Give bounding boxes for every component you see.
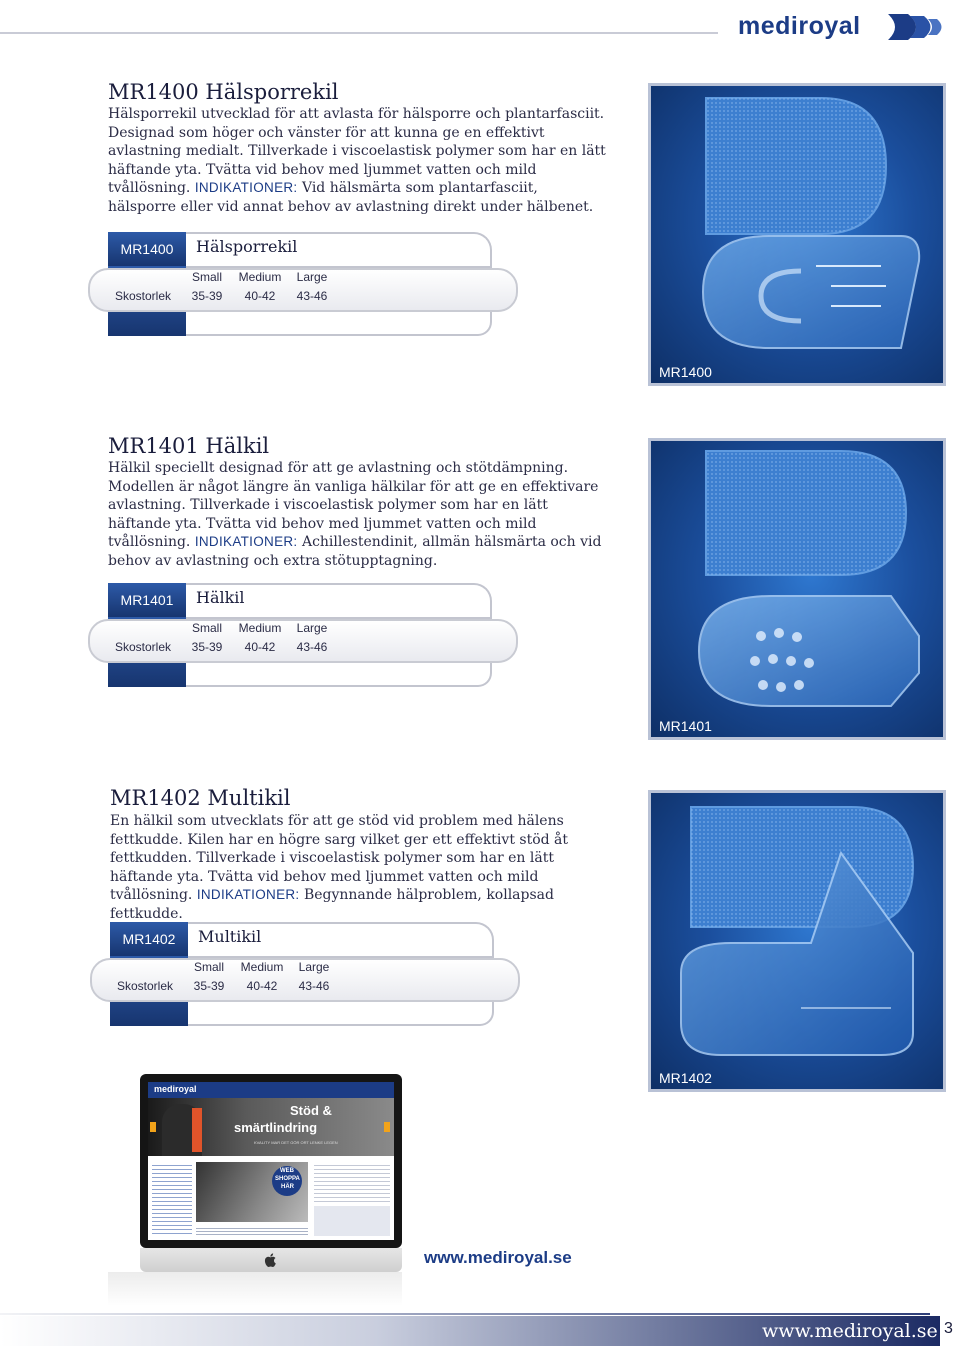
site-topbar — [148, 1082, 394, 1098]
brand-logo-text: mediroyal — [738, 12, 861, 40]
site-footer-text — [196, 1226, 308, 1236]
section-description: Hälkil speciellt designad för att ge avlastning och stötdämpning. Modellen är något längre än vanliga hälkilar för att ge en effektivare avlastning. Tillverkade i viscoelastisk polymer som har en lätt häftande yta. Tvätta vid behov med ljummet vatten och mild tvållösning. — [108, 460, 599, 551]
photo-caption: MR1402 — [659, 1070, 712, 1086]
banner-accent — [192, 1108, 202, 1152]
product-code-tab: MR1401 — [108, 583, 186, 617]
section-body-mr1401 — [108, 459, 608, 571]
size-value-large: 43-46 — [296, 289, 328, 303]
size-value-small: 35-39 — [191, 640, 223, 654]
apple-logo-icon — [263, 1252, 279, 1268]
banner-line-1: Stöd & — [290, 1103, 332, 1118]
size-header-medium: Medium — [238, 270, 282, 284]
size-header-large: Large — [296, 270, 328, 284]
webshop-badge-line-3: HÄR — [281, 1184, 294, 1190]
heel-cushion-illustration — [651, 441, 943, 737]
size-header-medium: Medium — [240, 960, 284, 974]
website-monitor — [108, 1066, 404, 1306]
page-number: 3 — [944, 1320, 953, 1337]
size-value-small: 35-39 — [193, 979, 225, 993]
product-code-tab: MR1402 — [110, 922, 188, 956]
size-table-mr1402 — [90, 922, 520, 1027]
size-header-large: Large — [298, 960, 330, 974]
footer-rule — [0, 1313, 930, 1315]
monitor-chin — [140, 1248, 402, 1272]
row-label-shoe-size: Skostorlek — [116, 979, 174, 993]
webshop-badge-line-2: SHOPPA — [275, 1176, 300, 1182]
row-label-shoe-size: Skostorlek — [114, 640, 172, 654]
product-code-tab: MR1400 — [108, 232, 186, 266]
section-title-mr1402: MR1402 Multikil — [110, 786, 291, 810]
size-value-small: 35-39 — [191, 289, 223, 303]
site-brand: mediroyal — [154, 1084, 197, 1094]
brand-swoosh-icon — [884, 10, 946, 44]
banner-line-2: smärtlindring — [234, 1120, 318, 1135]
section-description: En hälkil som utvecklats för att ge stöd vid problem med hälens fettkudde. Kilen har en högre sarg vilket ger ett effektivt stöd åt fettkudden. Tillverkade i viscoelastisk polymer som har en lätt häftande yta. Tvätta vid behov med ljummet vatten och mild tvållösning. — [110, 813, 569, 904]
section-body-mr1402 — [110, 812, 605, 924]
website-link[interactable]: www.mediroyal.se — [424, 1248, 572, 1267]
indications-label: INDIKATIONER: — [196, 887, 300, 903]
heel-cushion-illustration — [651, 86, 943, 383]
site-news-box — [314, 1206, 390, 1236]
indications-text: Achillestendinit, allmän hälsmärta och vid behov av avlastning och extra stötupptagning. — [108, 534, 602, 569]
product-photo-mr1401 — [648, 438, 946, 740]
size-header-large: Large — [296, 621, 328, 635]
banner-next-button[interactable] — [384, 1122, 390, 1132]
monitor-screen — [148, 1082, 394, 1240]
indications-label: INDIKATIONER: — [194, 180, 298, 196]
size-table-mr1401 — [88, 583, 518, 688]
size-header-medium: Medium — [238, 621, 282, 635]
size-header-small: Small — [191, 621, 222, 635]
site-banner — [148, 1098, 394, 1156]
indications-text: Vid hälsmärta som plantarfasciit, hälsporre eller vid annat behov av avlastning direkt under hälbenet. — [108, 180, 594, 215]
size-value-medium: 40-42 — [244, 640, 276, 654]
section-body-mr1400 — [108, 105, 608, 217]
indications-label: INDIKATIONER: — [194, 534, 298, 550]
size-header-small: Small — [191, 270, 222, 284]
product-photo-mr1400 — [648, 83, 946, 386]
size-value-large: 43-46 — [298, 979, 330, 993]
photo-caption: MR1400 — [659, 364, 712, 380]
heel-cushion-illustration — [651, 793, 943, 1089]
indications-text: Begynnande hälproblem, kollapsad fettkudde. — [110, 887, 554, 922]
header-rule — [0, 32, 718, 34]
size-header-small: Small — [193, 960, 224, 974]
site-promo-image[interactable] — [196, 1162, 308, 1222]
size-value-medium: 40-42 — [246, 979, 278, 993]
product-photo-mr1402 — [648, 790, 946, 1092]
size-table-mr1400 — [88, 232, 518, 337]
section-description: Hälsporrekil utvecklad för att avlasta för hälsporre och plantarfasciit. Designad som höger och vänster för att kunna ge en effektivt avlastning medialt. Tillverkade i viscoelastisk polymer som har en lätt häftande yta. Tvätta vid behov med ljummet vatten och mild tvållösning. — [108, 106, 606, 197]
size-value-large: 43-46 — [296, 640, 328, 654]
section-title-mr1400: MR1400 Hälsporrekil — [108, 80, 339, 104]
row-label-shoe-size: Skostorlek — [114, 289, 172, 303]
product-name: Hälsporrekil — [196, 237, 298, 256]
webshop-badge-line-1: WEB — [280, 1168, 294, 1174]
banner-subline: KVALITY MAR DET GÖR ORT LENKE LEGEN — [254, 1140, 338, 1145]
size-value-medium: 40-42 — [244, 289, 276, 303]
photo-caption: MR1401 — [659, 718, 712, 734]
product-name: Multikil — [198, 927, 262, 946]
site-sidebar-nav[interactable] — [152, 1162, 192, 1236]
monitor-stand — [108, 1272, 402, 1306]
footer-url[interactable]: www.mediroyal.se — [762, 1320, 938, 1342]
section-title-mr1401: MR1401 Hälkil — [108, 434, 270, 458]
banner-prev-button[interactable] — [150, 1122, 156, 1132]
site-news-column — [314, 1162, 390, 1202]
brand-logo[interactable] — [738, 8, 948, 48]
product-name: Hälkil — [196, 588, 245, 607]
